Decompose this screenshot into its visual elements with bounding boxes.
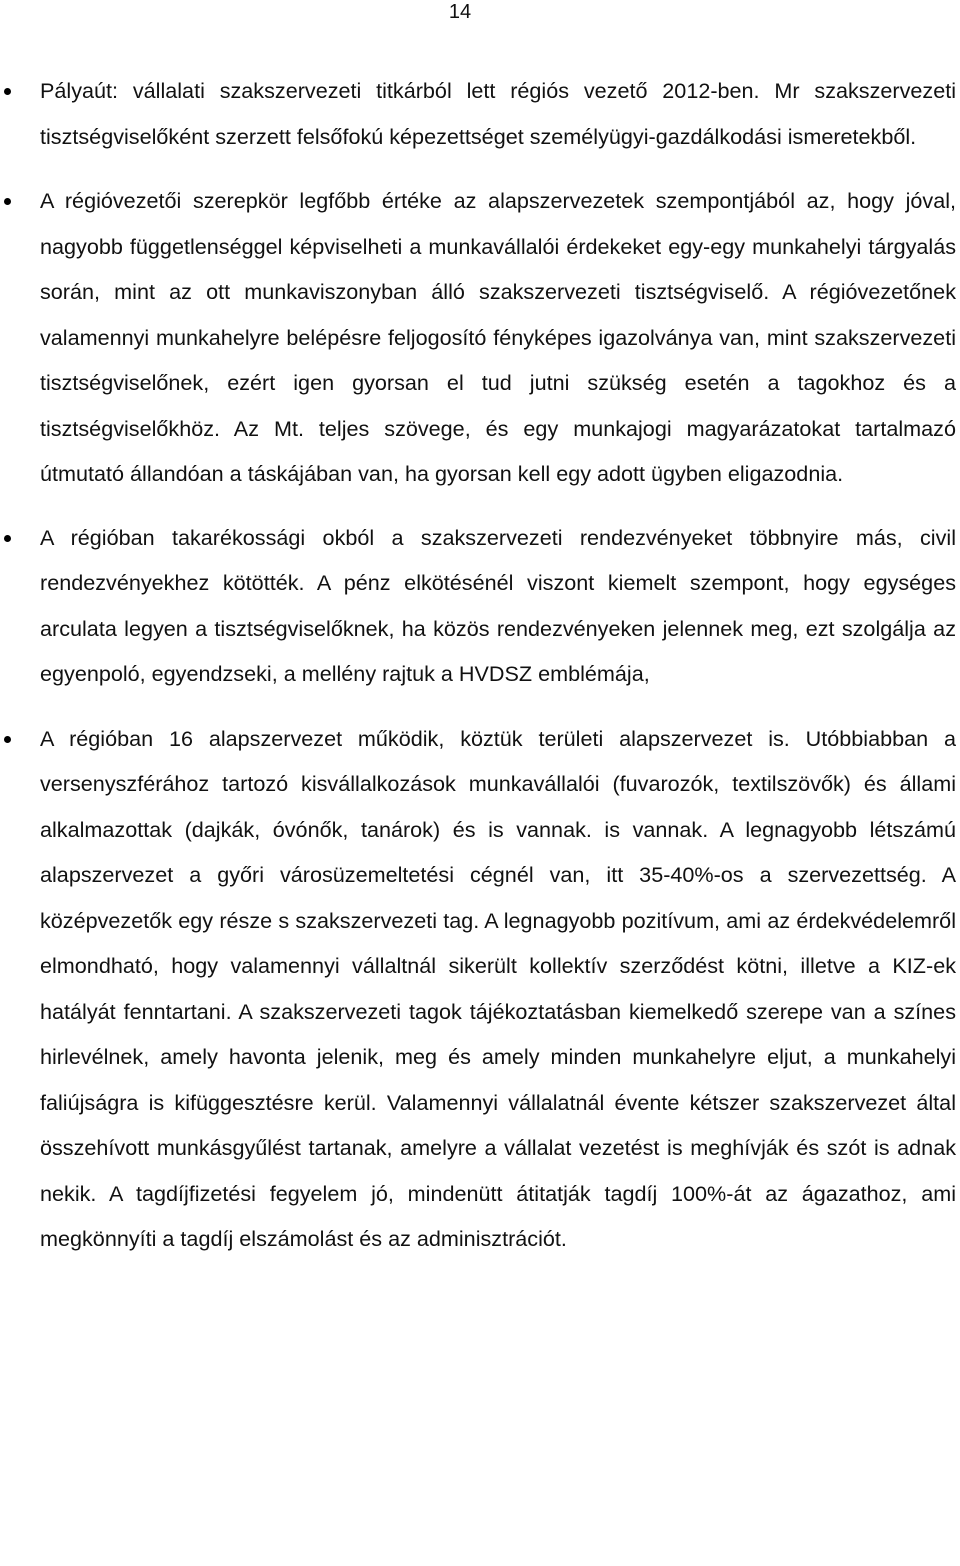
bullet-dot-icon — [4, 736, 11, 743]
bullet-dot-icon — [4, 535, 11, 542]
list-item — [0, 68, 960, 159]
paragraph-text: A régióban 16 alapszervezet működik, köztük területi alapszervezet is. Utóbbiabban a versenyszférához tartozó kisvállalkozások munkavállalói (fuvarozók, textilszövők) és állami alkalmazottak (dajkák, óvónők, tanárok) és is vannak. is vannak. A legnagyobb létszámú alapszervezet a győri városüzemeltetési cégnél van, itt 35-40%-os a szervezettség. A középvezetők egy része s szakszervezeti tag. A legnagyobb pozitívum, ami az érdekvédelemről elmondható, hogy valamennyi vállaltnál sikerült kollektív szerződést kötni, illetve a KIZ-ek hatályát fenntartani. A szakszervezeti tagok tájékoztatásban kiemelkedő szerepe van a színes hirlevélnek, amely havonta jelenik, meg és amely minden munkahelyre eljut, a munkahelyi faliújságra is kifüggesztésre kerül. Valamennyi vállalatnál évente kétszer szakszervezet által összehívott munkásgyűlést tartanak, amelyre a vállalat vezetést is meghívják és szót is adnak nekik. A tagdíjfizetési fegyelem jó, mindenütt átitatják tagdíj 100%-át az ágazathoz, ami megkönnyíti a tagdíj elszámolást és az adminisztrációt. — [40, 725, 956, 1251]
list-item — [0, 515, 960, 697]
paragraph-text: A régióvezetői szerepkör legfőbb értéke az alapszervezetek szempontjából az, hogy jóval, nagyobb függetlenséggel képviselheti a munkavállalói érdekeket egy-egy munkahelyi tárgyalás során, mint az ott munkaviszonyban álló szakszervezeti tisztségviselő. A régióvezetőnek valamennyi munkahelyre belépésre feljogosító fényképes igazolványa van, mint szakszervezeti tisztségviselőnek, ezért igen gyorsan el tud jutni szükség esetén a tagokhoz és a tisztségviselőkhöz. Az Mt. teljes szövege, és egy munkajogi magyarázatokat tartalmazó útmutató állandóan a táskájában van, ha gyorsan kell egy adott ügyben eligazodnia. — [40, 188, 956, 486]
bullet-dot-icon — [4, 88, 11, 95]
bullet-list — [0, 68, 960, 1262]
paragraph-text: A régióban takarékossági okból a szakszervezeti rendezvényeket többnyire más, civil rendezvényekhez kötötték. A pénz elkötésénél viszont kiemelt szempont, hogy egységes arculata legyen a tisztségviselőknek, ha közös rendezvényeken jelennek meg, ezt szolgálja az egyenpoló, egyendzseki, a mellény rajtuk a HVDSZ emblémája, — [40, 524, 956, 686]
list-item — [0, 178, 960, 497]
bullet-dot-icon — [4, 198, 11, 205]
page-number: 14 — [448, 1, 472, 23]
paragraph-text: Pályaút: vállalati szakszervezeti titkárból lett régiós vezető 2012-ben. Mr szakszervezeti tisztségviselőként szerzett felsőfokú képezettséget személyügyi-gazdálkodási ismeretekből. — [40, 78, 956, 149]
list-item — [0, 716, 960, 1262]
